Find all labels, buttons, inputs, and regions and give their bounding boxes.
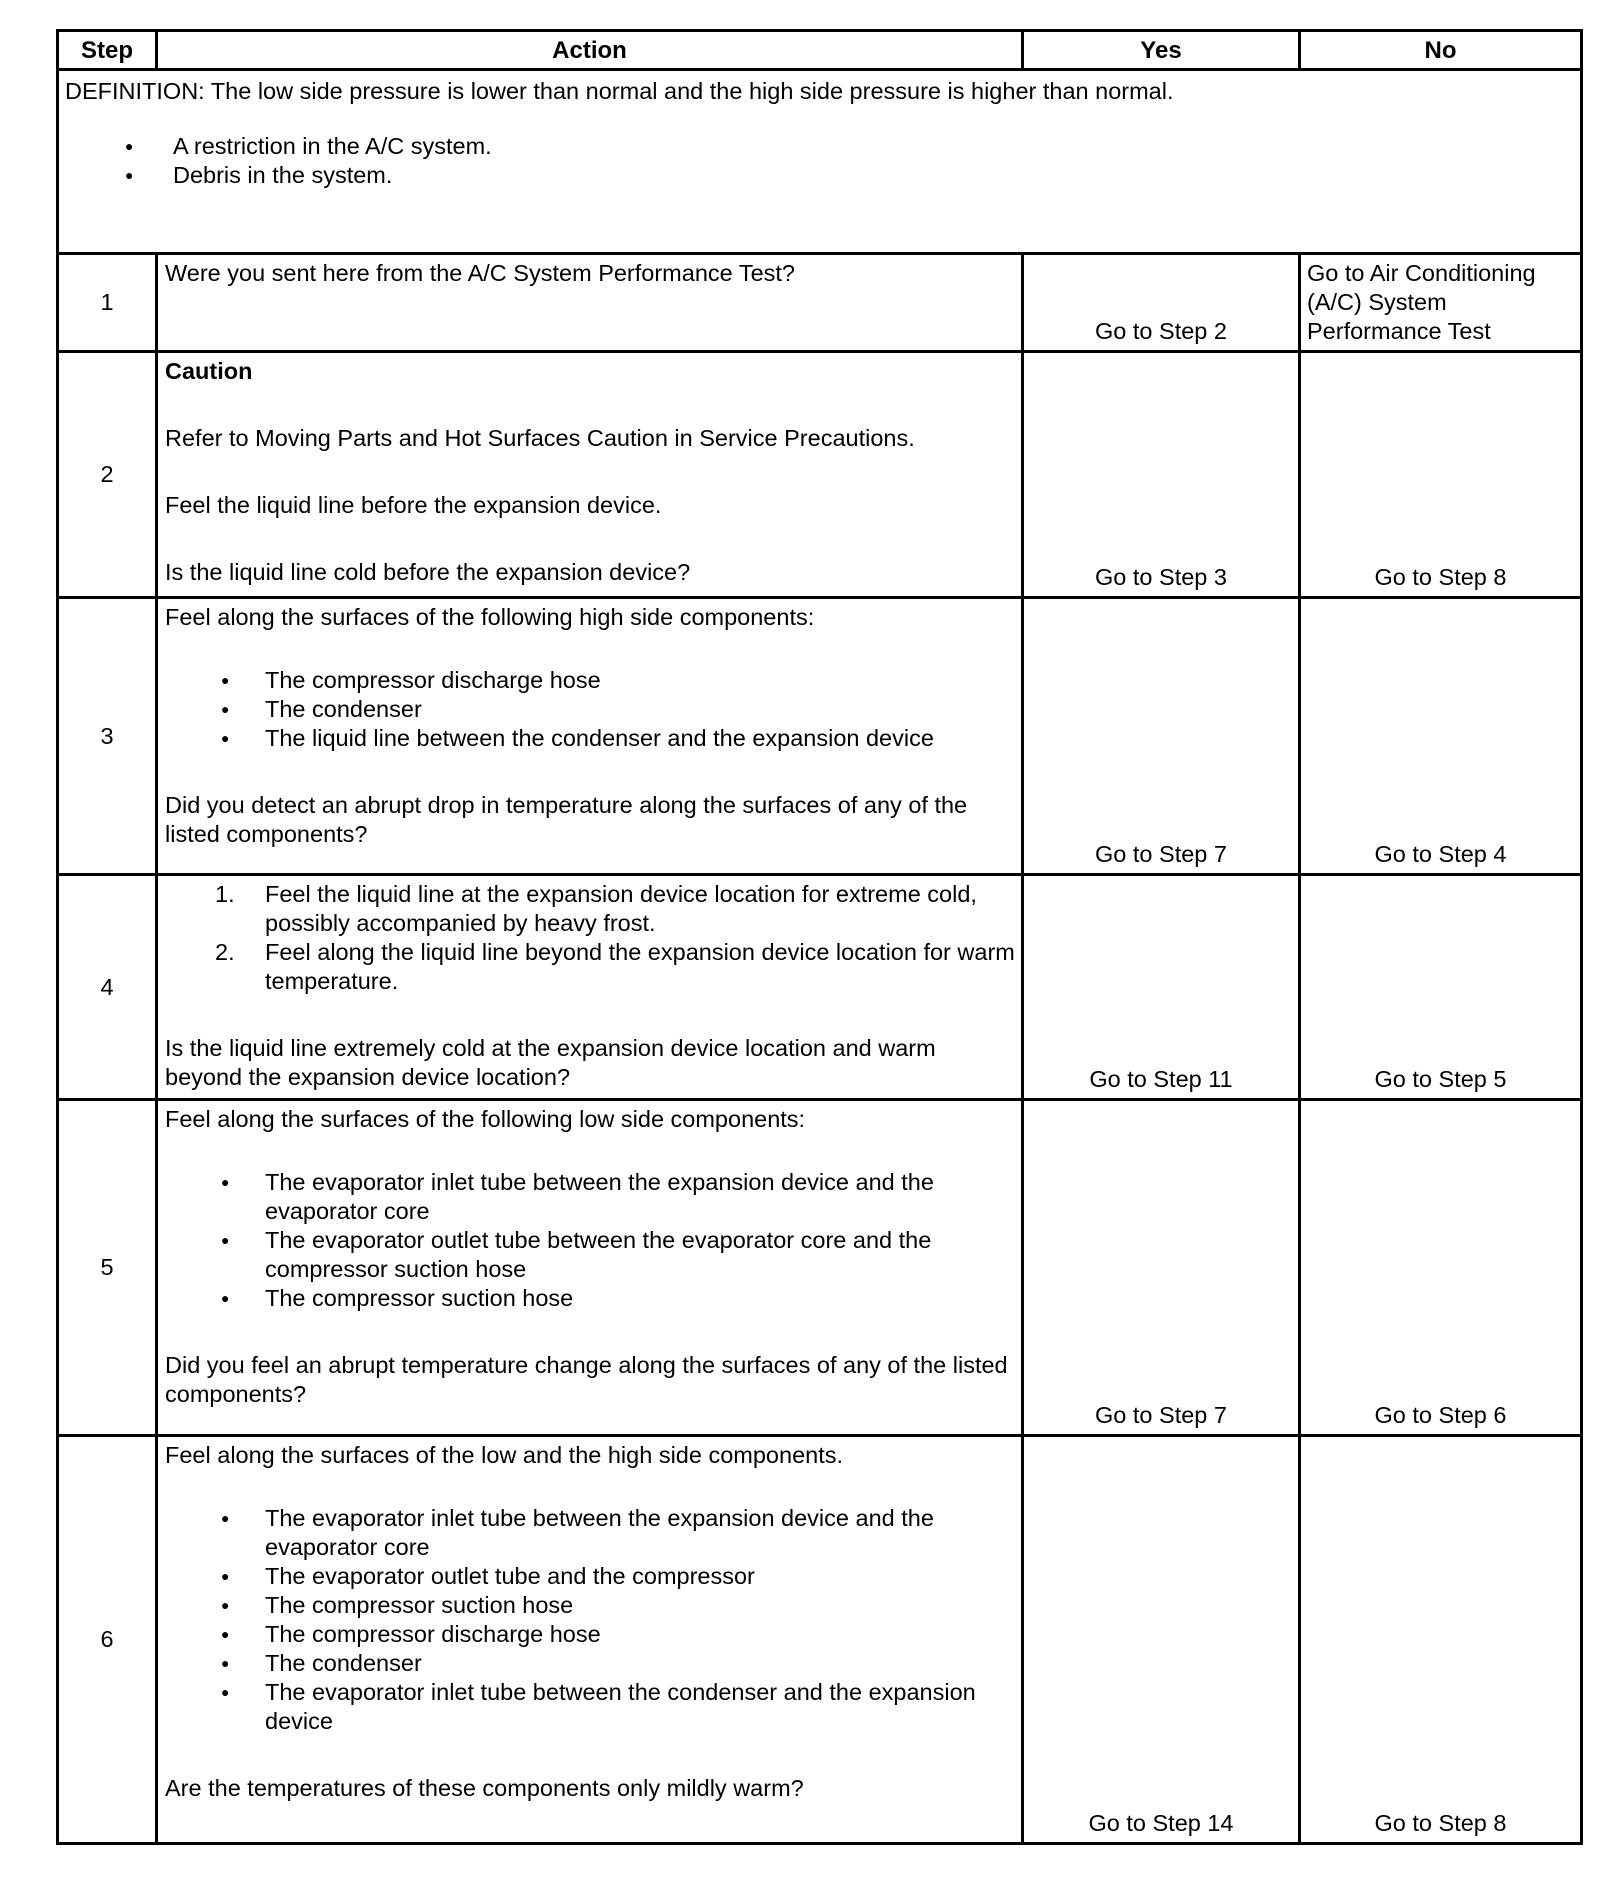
list-item: ● The evaporator outlet tube between the evaporator core and the compressor suction hose <box>165 1226 1015 1284</box>
item-text: Feel the liquid line at the expansion device location for extreme cold, possibly accompanied by heavy frost. <box>265 881 977 936</box>
step-row-6 <box>58 1436 1582 1844</box>
definition-text: DEFINITION: The low side pressure is lower than normal and the high side pressure is higher than normal. <box>65 78 1174 104</box>
yes-link[interactable]: Go to Step 3 <box>1023 352 1300 598</box>
step-question: Did you detect an abrupt drop in temperature along the surfaces of any of the listed components? <box>165 792 968 847</box>
step-row-3 <box>58 598 1582 875</box>
list-item: ● The compressor discharge hose <box>165 666 1015 695</box>
list-item <box>165 880 1015 938</box>
component-list <box>165 666 1015 753</box>
step-question: Is the liquid line extremely cold at the expansion device location and warm beyond the expansion device location? <box>165 1035 936 1090</box>
step-action <box>157 254 1023 352</box>
step-action <box>157 1100 1023 1436</box>
yes-link[interactable]: Go to Step 14 <box>1023 1436 1300 1844</box>
step-intro: Feel along the surfaces of the following high side components: <box>165 604 815 630</box>
header-yes: Yes <box>1023 31 1300 70</box>
yes-link[interactable]: Go to Step 11 <box>1023 875 1300 1100</box>
header-step: Step <box>58 31 157 70</box>
step-line: Refer to Moving Parts and Hot Surfaces Caution in Service Precautions. <box>165 425 915 451</box>
definition-cell <box>58 70 1582 254</box>
step-intro: Feel along the surfaces of the low and the high side components. <box>165 1442 844 1468</box>
step-action <box>157 1436 1023 1844</box>
step-intro: Feel along the surfaces of the following low side components: <box>165 1106 806 1132</box>
list-item: ● The condenser <box>165 1649 1015 1678</box>
step-line: Feel the liquid line before the expansion device. <box>165 492 662 518</box>
caution-label: Caution <box>165 358 253 384</box>
step-action <box>157 598 1023 875</box>
list-item: ● The compressor suction hose <box>165 1591 1015 1620</box>
list-item: ● Debris in the system. <box>65 161 1574 190</box>
definition-list <box>65 132 1574 190</box>
step-row-4 <box>58 875 1582 1100</box>
component-list <box>165 1168 1015 1313</box>
list-item: ● The condenser <box>165 695 1015 724</box>
list-item: ● The evaporator inlet tube between the expansion device and the evaporator core <box>165 1504 1015 1562</box>
no-link[interactable]: Go to Step 8 <box>1300 352 1582 598</box>
item-number: 2. <box>215 939 235 965</box>
yes-link[interactable]: Go to Step 2 <box>1023 254 1300 352</box>
numbered-list <box>165 880 1015 996</box>
definition-row <box>58 70 1582 254</box>
no-link[interactable]: Go to Step 6 <box>1300 1100 1582 1436</box>
step-question: Are the temperatures of these components only mildly warm? <box>165 1775 804 1801</box>
step-number: 6 <box>58 1436 157 1844</box>
step-action <box>157 352 1023 598</box>
step-number: 2 <box>58 352 157 598</box>
step-question: Were you sent here from the A/C System Performance Test? <box>165 260 795 286</box>
no-link[interactable]: Go to Air Conditioning (A/C) System Performance Test <box>1300 254 1582 352</box>
header-action: Action <box>157 31 1023 70</box>
yes-link[interactable]: Go to Step 7 <box>1023 598 1300 875</box>
list-item: ● The evaporator inlet tube between the expansion device and the evaporator core <box>165 1168 1015 1226</box>
step-row-2 <box>58 352 1582 598</box>
step-number: 1 <box>58 254 157 352</box>
list-item: ● The compressor suction hose <box>165 1284 1015 1313</box>
step-question: Did you feel an abrupt temperature change along the surfaces of any of the listed components? <box>165 1352 1008 1407</box>
step-question: Is the liquid line cold before the expansion device? <box>165 559 691 585</box>
step-action <box>157 875 1023 1100</box>
list-item: ● The evaporator outlet tube and the compressor <box>165 1562 1015 1591</box>
list-item <box>165 938 1015 996</box>
no-link[interactable]: Go to Step 8 <box>1300 1436 1582 1844</box>
no-link[interactable]: Go to Step 5 <box>1300 875 1582 1100</box>
diagnostic-table <box>56 29 1583 1845</box>
list-item: ● The evaporator inlet tube between the condenser and the expansion device <box>165 1678 1015 1736</box>
header-row <box>58 31 1582 70</box>
step-row-5 <box>58 1100 1582 1436</box>
list-item: ● The compressor discharge hose <box>165 1620 1015 1649</box>
list-item: ● A restriction in the A/C system. <box>65 132 1574 161</box>
item-text: Feel along the liquid line beyond the expansion device location for warm temperature. <box>265 939 1015 994</box>
step-number: 4 <box>58 875 157 1100</box>
header-no: No <box>1300 31 1582 70</box>
item-number: 1. <box>215 881 235 907</box>
step-number: 3 <box>58 598 157 875</box>
step-row-1 <box>58 254 1582 352</box>
component-list <box>165 1504 1015 1736</box>
step-number: 5 <box>58 1100 157 1436</box>
no-link[interactable]: Go to Step 4 <box>1300 598 1582 875</box>
list-item: ● The liquid line between the condenser and the expansion device <box>165 724 1015 753</box>
yes-link[interactable]: Go to Step 7 <box>1023 1100 1300 1436</box>
